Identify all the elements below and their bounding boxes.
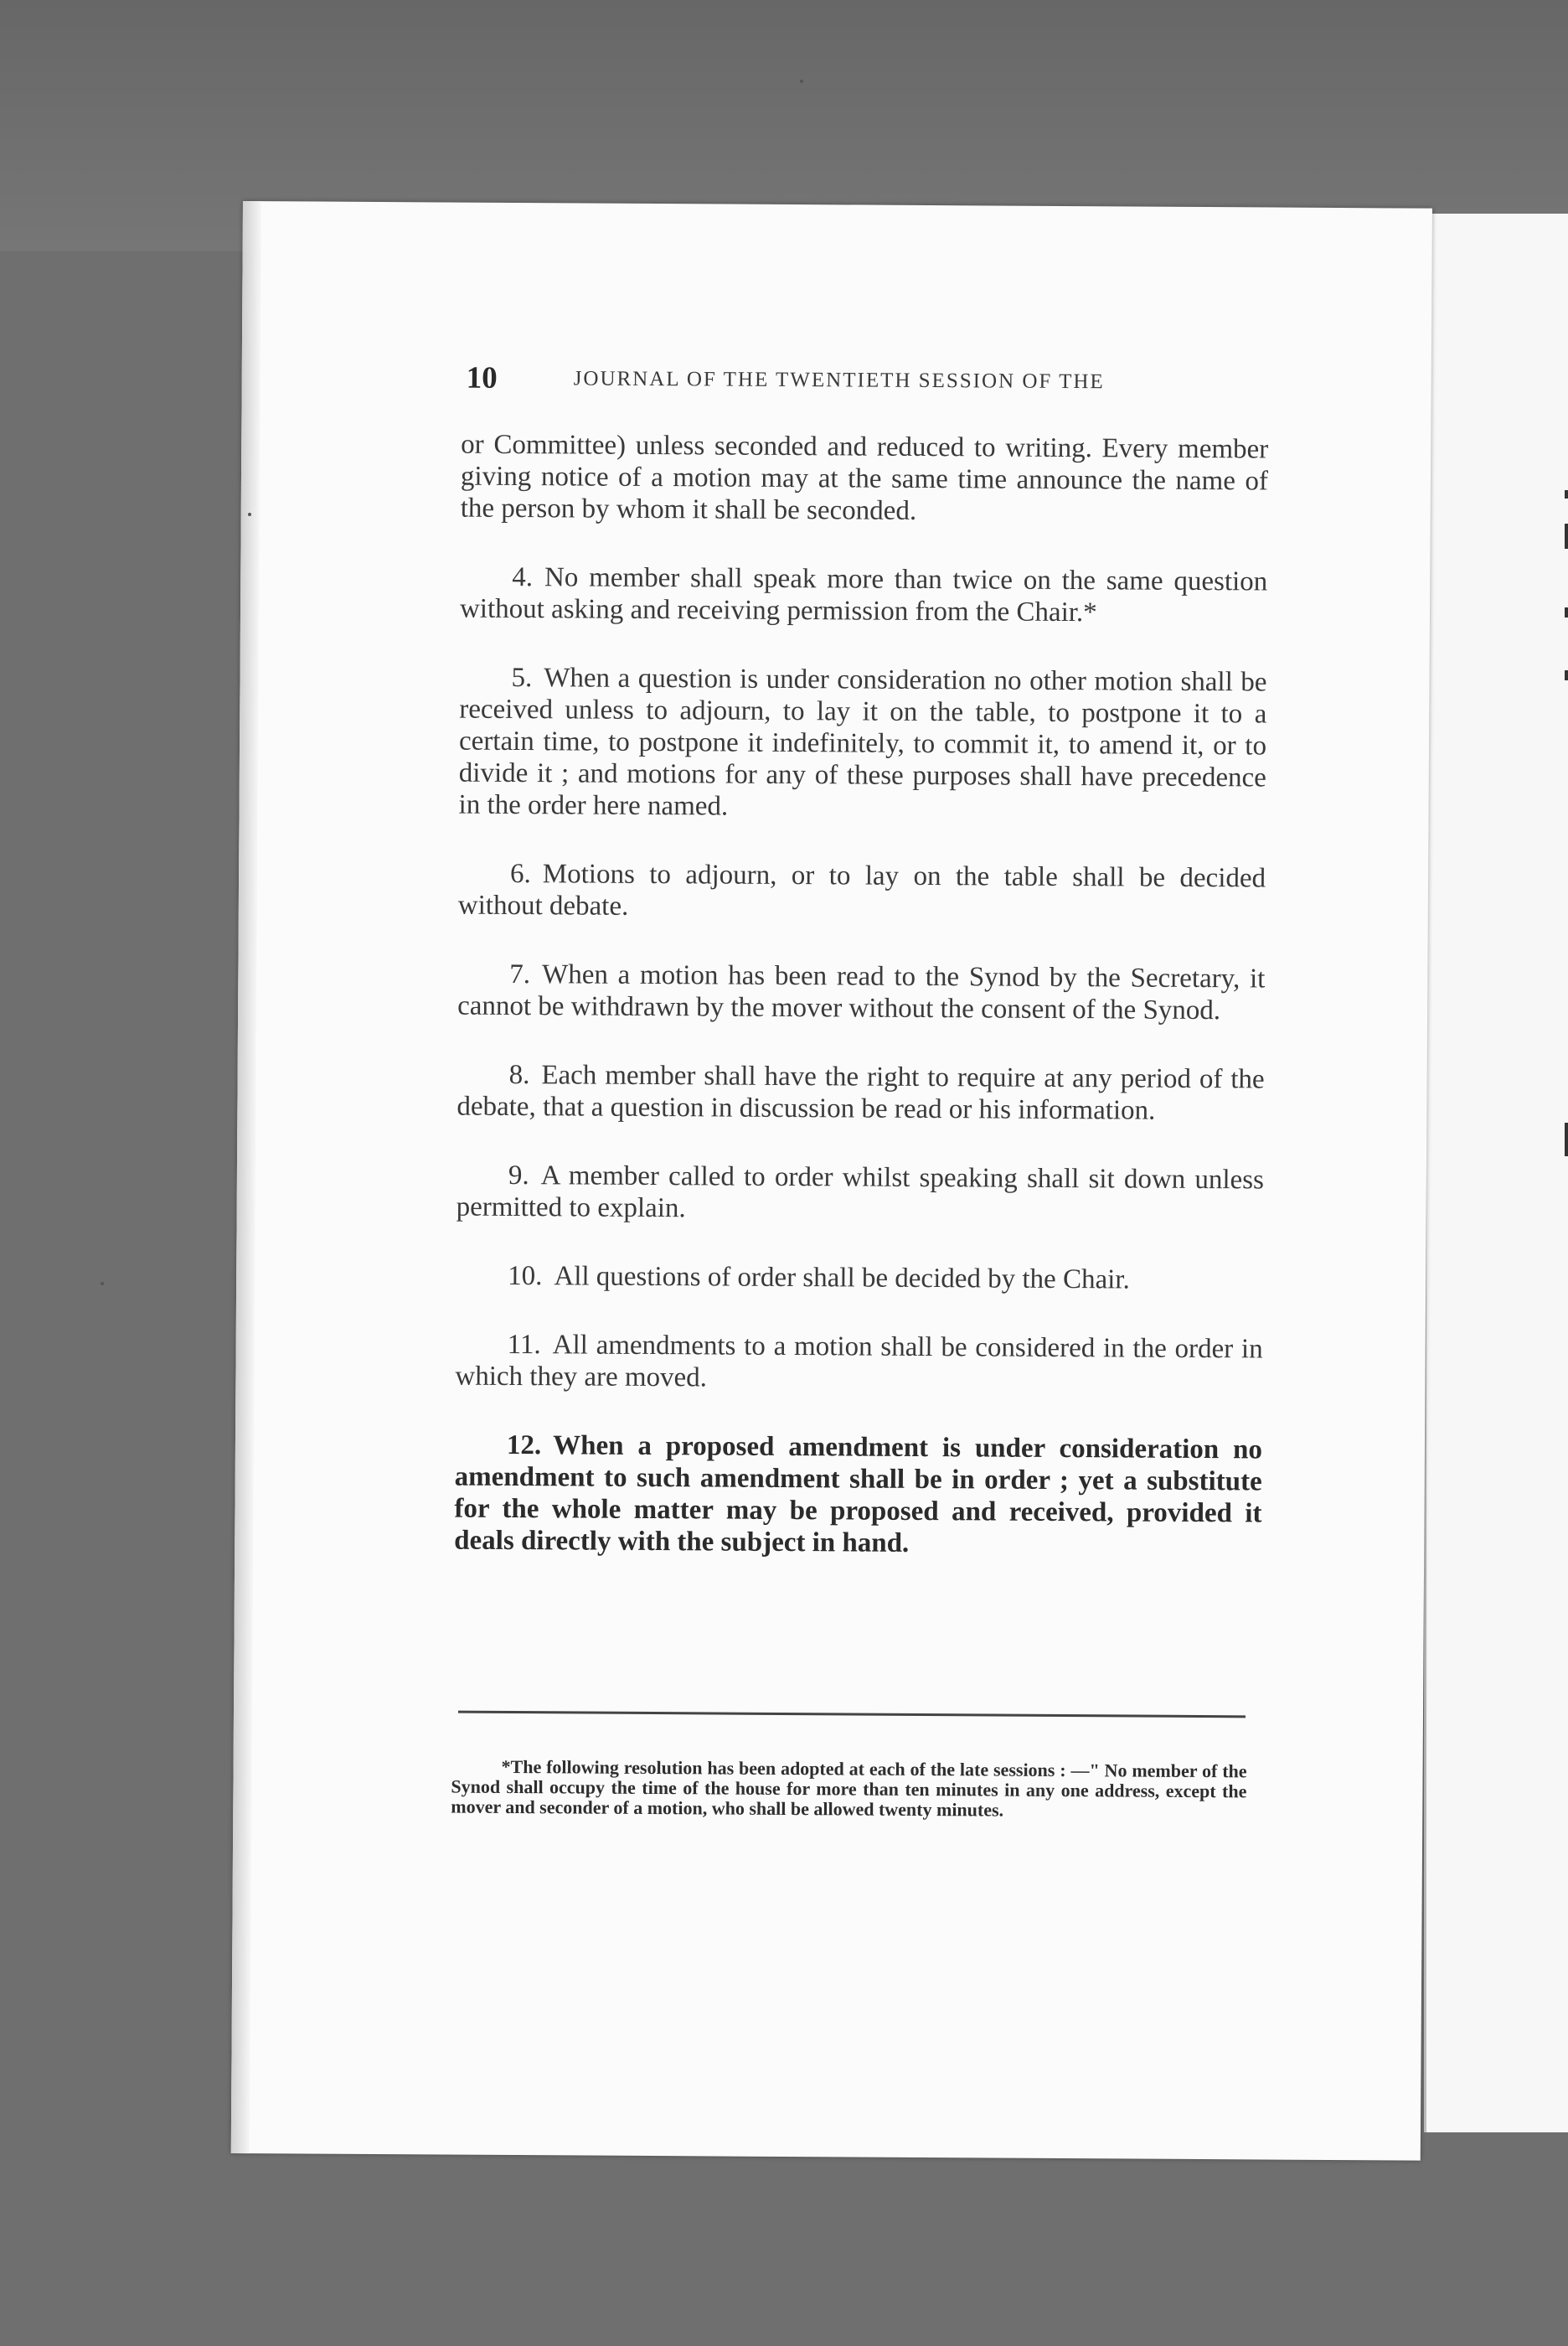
paragraph-text: When a proposed amendment is under consideration no amendment to such amendment shall be in order ; yet a substitute for the whole matter may be proposed and received, provided it deals directly with the subject in hand.: [454, 1430, 1263, 1558]
rule-paragraph-8: [456, 1059, 1264, 1128]
rule-paragraph-12: [454, 1429, 1262, 1562]
ink-mark: [1565, 670, 1568, 680]
rule-number: 6.: [509, 858, 531, 890]
page-number: 10: [466, 360, 498, 395]
paragraph-text: Motions to adjourn, or to lay on the table shall be decided without debate.: [457, 859, 1266, 922]
ink-mark: [1565, 490, 1568, 499]
rule-paragraph-11: [455, 1329, 1262, 1398]
rule-number: 9.: [508, 1160, 529, 1191]
rule-paragraph-9: [456, 1160, 1264, 1228]
rule-number: 10.: [508, 1260, 543, 1292]
ink-mark: [1565, 607, 1568, 618]
scan-speck: [800, 80, 803, 83]
paragraph-text: When a motion has been read to the Synod by the Secretary, it cannot be withdrawn by the mover without the consent of the Synod.: [457, 959, 1266, 1026]
footnote: *The following resolution has been adopted at each of the late sessions : —" No member of the Synod shall occupy the time of the house for more than ten minutes in any one address, except the mover and seconder of a motion, who shall be allowed twenty minutes.: [451, 1755, 1247, 1821]
ink-mark: [1565, 524, 1568, 549]
ink-mark: [1565, 1123, 1568, 1156]
paragraph-text: All questions of order shall be decided by the Chair.: [554, 1261, 1130, 1295]
rule-paragraph-7: [457, 959, 1265, 1027]
paragraph-text: or Committee) unless seconded and reduced to writing. Every member giving notice of a motion may at the same time announce the name of the person by whom it shall be seconded.: [460, 429, 1269, 526]
document-page: [231, 201, 1432, 2161]
footnote-divider: [458, 1711, 1246, 1718]
rule-number: 4.: [512, 561, 534, 593]
running-head: JOURNAL OF THE TWENTIETH SESSION OF THE: [573, 367, 1105, 394]
rule-paragraph-5: [458, 662, 1266, 826]
page-header: [466, 360, 1270, 416]
paragraph-text: Each member shall have the right to require at any period of the debate, that a question in discussion be read or his information.: [456, 1060, 1265, 1126]
rule-number: 8.: [508, 1059, 530, 1091]
paragraph-text: A member called to order whilst speaking shall sit down unless permitted to explain.: [456, 1160, 1264, 1224]
scan-speck: [248, 513, 251, 516]
scan-speck: [101, 1282, 104, 1285]
rule-number: 12.: [506, 1429, 542, 1461]
paragraph-text: When a question is under consideration no other motion shall be received unless to adjourn, to lay it on the table, to postpone it to a certain time, to postpone it indefinitely, to commit it, to amend it, or to divide it ; and motions for any of these purposes shall have precedence in the order here named.: [458, 663, 1267, 822]
rule-paragraph-6: [458, 858, 1266, 927]
rule-paragraph-4: [460, 561, 1267, 630]
body-text: [454, 429, 1268, 1599]
paragraph-text: No member shall speak more than twice on the same question without asking and receiving permission from the Chair.*: [459, 562, 1268, 628]
rule-number: 11.: [507, 1329, 541, 1361]
rule-number: 7.: [509, 959, 531, 990]
paragraph-continued: [461, 429, 1269, 530]
facing-page-edge: [1424, 214, 1568, 2132]
rule-number: 5.: [511, 662, 533, 694]
paragraph-text: All amendments to a motion shall be considered in the order in which they are moved.: [455, 1330, 1263, 1393]
rule-paragraph-10: [456, 1260, 1263, 1297]
